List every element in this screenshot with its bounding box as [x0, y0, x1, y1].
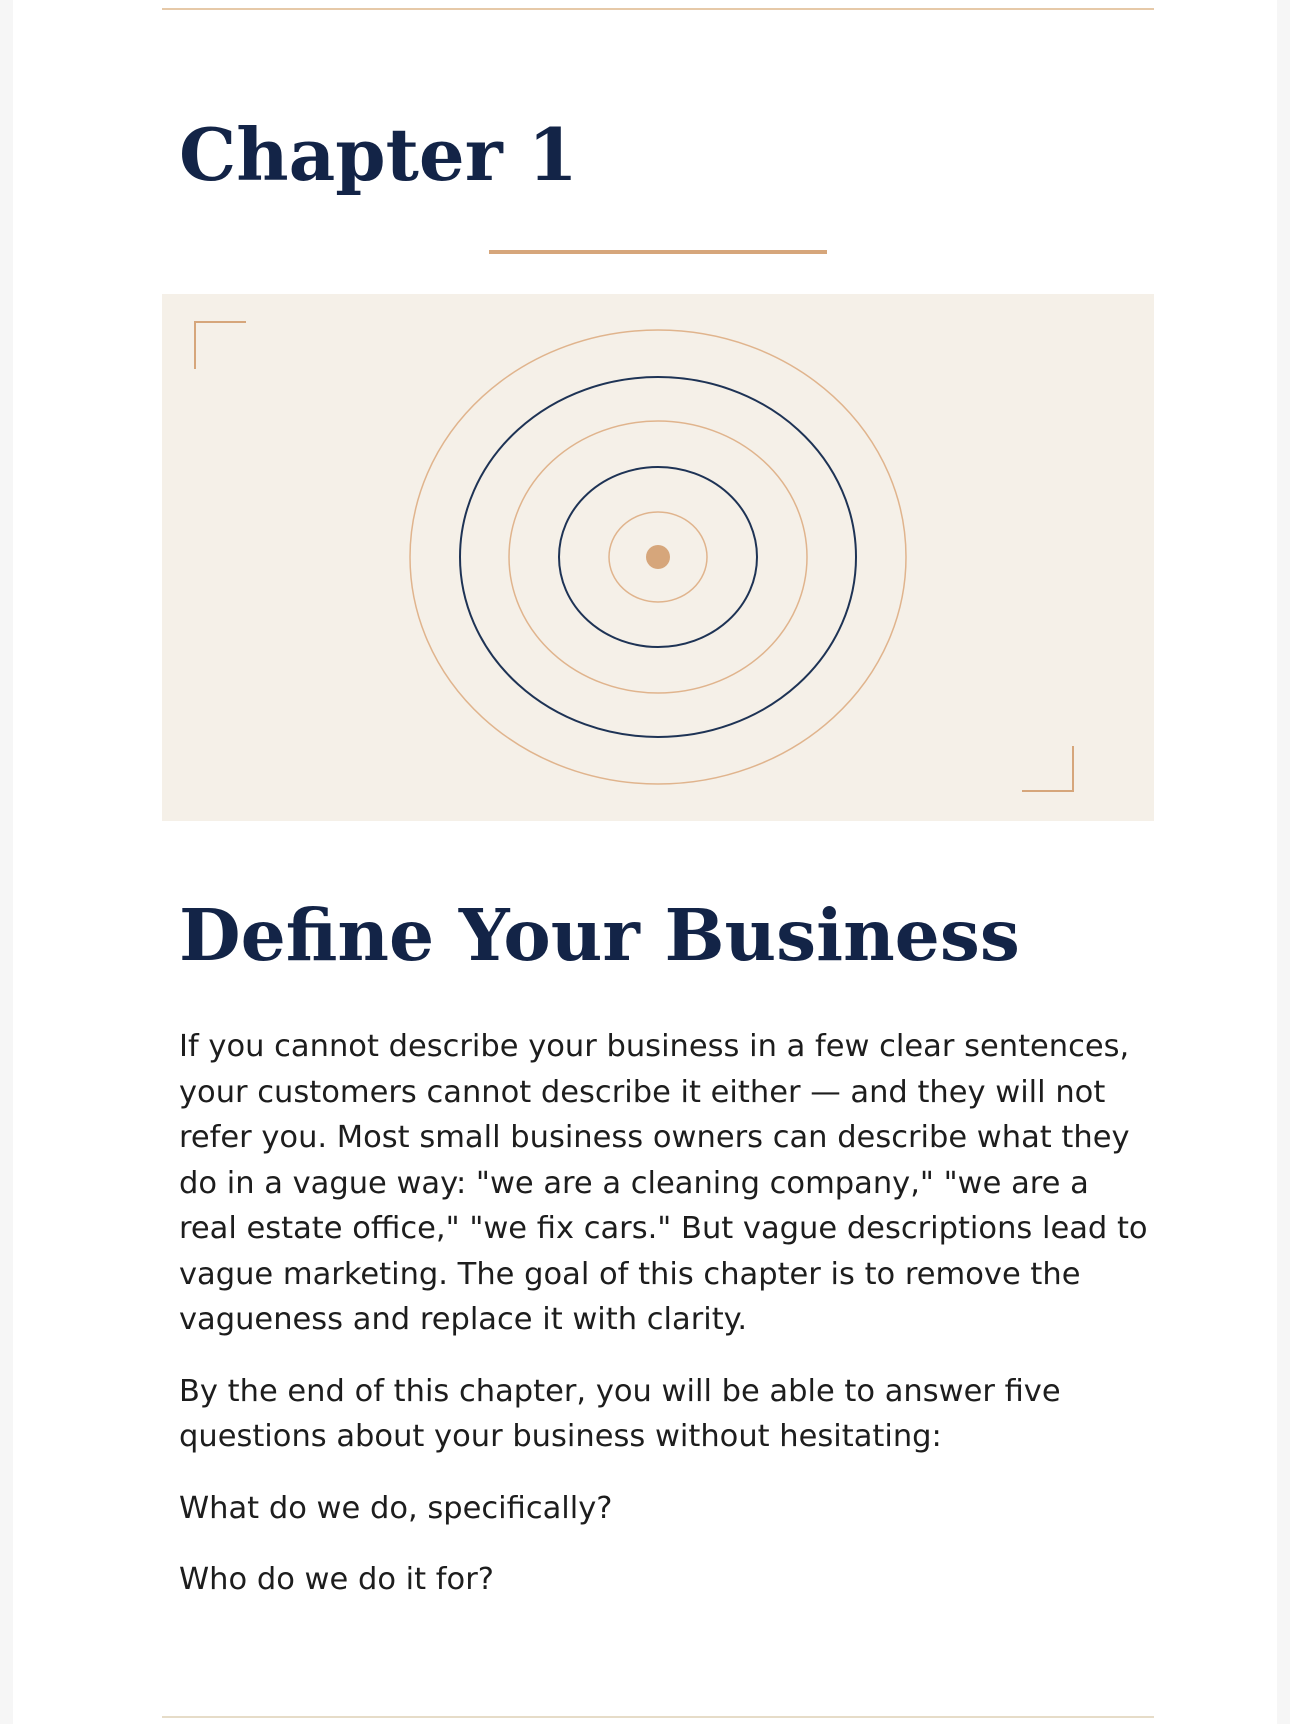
- chapter-body: [179, 1024, 1154, 1629]
- top-divider: [162, 8, 1154, 10]
- chapter-title: Define Your Business: [179, 893, 1020, 977]
- question-item: What do we do, specifically?: [179, 1490, 613, 1526]
- center-dot: [646, 545, 670, 569]
- question-item: Who do we do it for?: [179, 1562, 494, 1597]
- chapter-number: Chapter 1: [179, 112, 578, 197]
- corner-bracket-bottom-right: [1022, 746, 1073, 791]
- paragraph-lead-in: By the end of this chapter, you will be able to answer five questions about your business without hesitating:: [179, 1373, 1061, 1454]
- corner-bracket-top-left: [195, 322, 246, 369]
- paragraph-intro: If you cannot describe your business in a few clear sentences, your customers cannot describe it either — and they will not refer you. Most small business owners can describe what they do in a vague way: "we are a cleaning company," "we are a real estate office," "we fix cars." But vague descriptions lead to vague marketing. The goal of this chapter is to remove the vagueness and replace it with clarity.: [179, 1029, 1148, 1337]
- book-page: [13, 0, 1277, 1724]
- concentric-target-icon: [162, 294, 1154, 821]
- chapter-illustration: [162, 294, 1154, 821]
- bottom-divider: [162, 1716, 1154, 1718]
- chapter-accent-rule: [489, 250, 827, 254]
